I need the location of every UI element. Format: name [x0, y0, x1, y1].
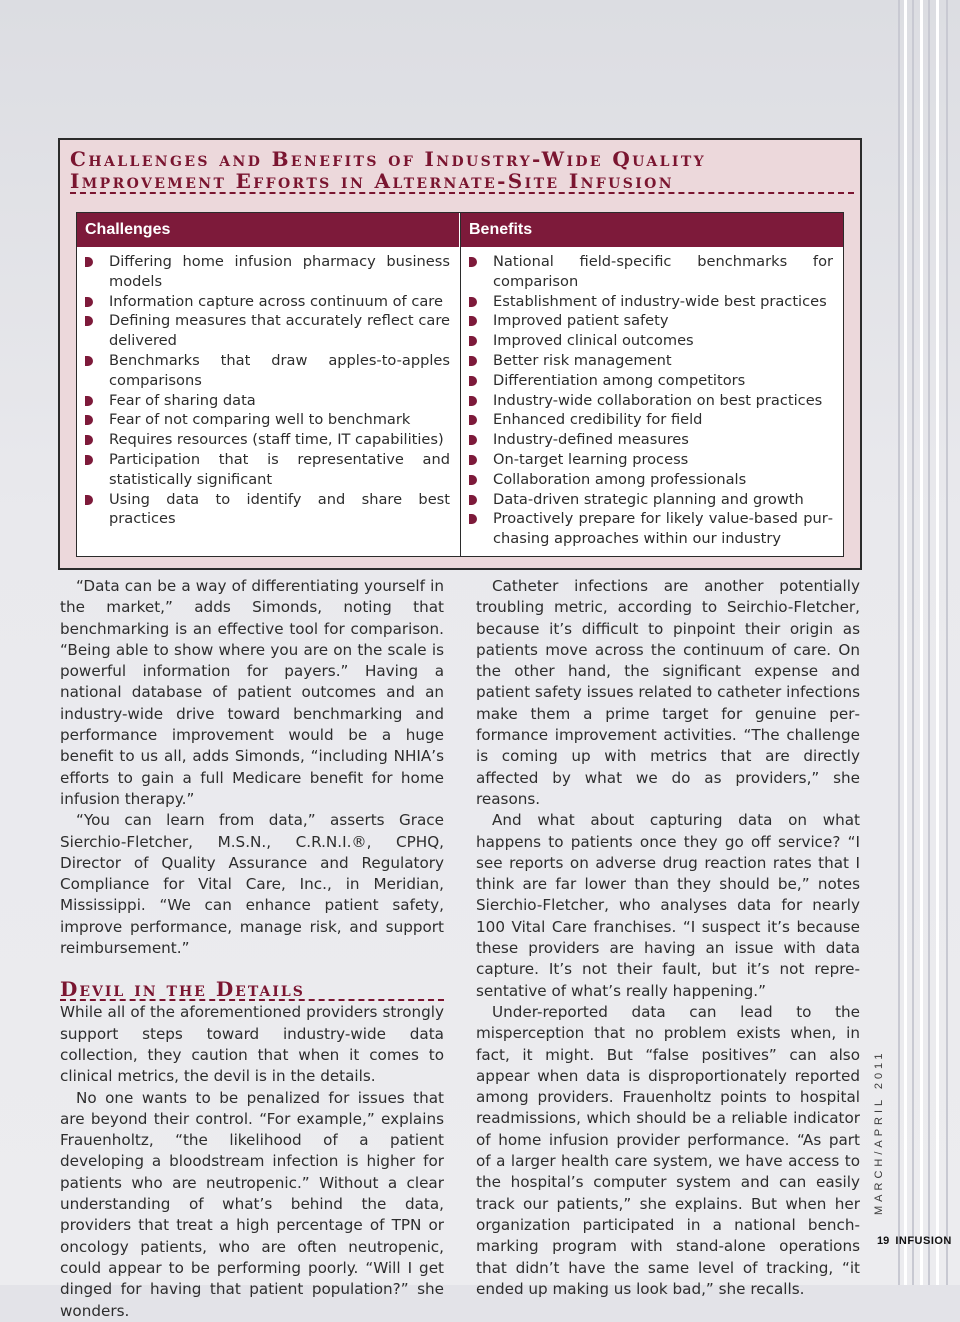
- benefit-item: [467, 450, 833, 470]
- article-paragraph: Catheter infections are another potentially troubling metric, according to Seirchio-Fletcher, because it’s difficult to pinpoint their origin as patients move across the continuum of care. On the other hand, the significant expense and patient safety issues related to catheter infections make them a prime target for genuine performance improvement activities. “The challenge is coming up with metrics that are directly affected by what we do as providers,” she reasons.: [476, 577, 860, 808]
- bullet-icon: [85, 356, 93, 366]
- sidebar-title-line-1: Challenges and Benefits of Industry-Wide Quality: [70, 147, 707, 171]
- bullet-icon: [469, 297, 477, 307]
- benefits-header: Benefits: [461, 213, 843, 247]
- sidebar-title: [70, 148, 854, 194]
- article-column-right: [476, 576, 860, 1300]
- challenges-list: [77, 247, 460, 529]
- benefit-item-text: Improved patient safety: [493, 312, 669, 330]
- page-folio: [877, 1235, 952, 1247]
- benefit-item-text: Industry-wide collaboration on best practices: [493, 391, 823, 409]
- challenge-item: [83, 252, 450, 292]
- bullet-icon: [85, 495, 93, 505]
- challenge-item: [83, 292, 450, 312]
- challenge-item-text: Defining measures that accurately reflect care delivered: [109, 312, 450, 350]
- bullet-icon: [469, 396, 477, 406]
- article-paragraph: While all of the aforementioned providers strongly support steps toward industry-wide data collection, they caution that when it comes to clinical metrics, the devil is in the details.: [60, 1003, 444, 1086]
- page-number: 19: [877, 1235, 890, 1247]
- challenge-item-text: Using data to identify and share best practices: [109, 490, 450, 528]
- challenge-item: [83, 450, 450, 490]
- bullet-icon: [469, 356, 477, 366]
- benefit-item-text: Enhanced credibility for field: [493, 411, 703, 429]
- bullet-icon: [85, 435, 93, 445]
- bullet-icon: [85, 257, 93, 267]
- article-paragraph: “You can learn from data,” asserts Grace Sierchio-Fletcher, M.S.N., C.R.N.I.®, CPHQ, Director of Quality Assurance and Regulatory Compliance for Vital Care, Inc., in Meridian, Mississippi. “We can enhance patient safety, improve performance, manage risk, and support reimbursement.”: [60, 811, 444, 958]
- benefit-item-text: Establishment of industry-wide best practices: [493, 292, 827, 310]
- benefit-item-text: Differentiation among competitors: [493, 371, 746, 389]
- challenge-item-text: Participation that is representative and statistically significant: [109, 450, 450, 488]
- challenge-item-text: Fear of not comparing well to benchmark: [109, 411, 411, 429]
- benefit-item-text: Industry-defined measures: [493, 431, 689, 449]
- benefit-item: [467, 371, 833, 391]
- sidebar-box: [58, 138, 862, 570]
- challenges-header: Challenges: [77, 213, 460, 247]
- decorative-side-rules: [890, 0, 960, 1285]
- benefit-item: [467, 311, 833, 331]
- benefit-item: [467, 292, 833, 312]
- challenge-item-text: Information capture across continuum of care: [109, 292, 443, 310]
- benefit-item-text: Collaboration among professionals: [493, 470, 747, 488]
- article-paragraph: “Data can be a way of differentiating yourself in the market,” adds Simonds, noting that benchmarking is an effective tool for comparison. “Being able to show where you are on the scale is powerful information for payers.” Having a national database of patient outcomes and an industry-wide drive toward benchmarking and performance improvement would be a huge benefit to us all, adds Simonds, “including NHIA’s efforts to gain a full Medicare benefit for home infusion therapy.”: [60, 577, 444, 808]
- challenge-item: [83, 351, 450, 391]
- bullet-icon: [85, 455, 93, 465]
- bullet-icon: [469, 316, 477, 326]
- benefit-item: [467, 351, 833, 371]
- bullet-icon: [469, 475, 477, 485]
- challenge-item: [83, 410, 450, 430]
- article-paragraph: No one wants to be penalized for issues that are beyond their control. “For example,” explains Frauenholtz, “the likelihood of a patient developing a bloodstream infection is higher for patients who are neutropenic.” Without a clear understanding of what’s behind the data, providers that treat a high percentage of TPN or oncology patients, who are often neutropenic, could appear to be performing poorly. “Will I get dinged for having that patient population?” she wonders.: [60, 1088, 444, 1320]
- bullet-icon: [85, 297, 93, 307]
- challenge-item: [83, 490, 450, 530]
- bullet-icon: [469, 336, 477, 346]
- bullet-icon: [469, 435, 477, 445]
- bullet-icon: [85, 415, 93, 425]
- benefit-item: [467, 331, 833, 351]
- challenge-item: [83, 391, 450, 411]
- article-paragraph: Under-reported data can lead to the misperception that no problem exists when, in fact, it might. But “false positives” can also appear when data is disproportionately reported among providers. Frauenholtz points to hospital readmissions, which should be a reliable indicator of home infusion provider performance. “As part of a larger health care system, we have access to the hospital’s computer system and can easily track our patients,” she explains. But when her organization participated in a national benchmarking program with stand-alone operations that didn’t have the same level of tracking, “it ended up making us look bad,” she recalls.: [476, 1002, 860, 1298]
- challenge-item: [83, 430, 450, 450]
- magazine-name: INFUSION: [895, 1235, 952, 1247]
- challenges-benefits-table: [76, 212, 844, 557]
- challenge-item-text: Fear of sharing data: [109, 391, 256, 409]
- benefit-item-text: Proactively prepare for likely value-based purchasing approaches within our industry: [493, 510, 833, 548]
- challenges-column: [77, 213, 460, 556]
- benefit-item: [467, 391, 833, 411]
- bullet-icon: [85, 396, 93, 406]
- benefits-column: [460, 213, 843, 556]
- benefit-item-text: Better risk management: [493, 351, 672, 369]
- sidebar-title-line-2: Improvement Efforts in Alternate-Site Infusion: [70, 170, 854, 194]
- challenge-item-text: Differing home infusion pharmacy business models: [109, 253, 450, 290]
- challenge-item-text: Requires resources (staff time, IT capabilities): [109, 431, 444, 449]
- bullet-icon: [469, 415, 477, 425]
- benefit-item: [467, 509, 833, 549]
- benefit-item: [467, 410, 833, 430]
- article-paragraph: And what about capturing data on what happens to patients once they go off service? “I see reports on adverse drug reaction rates that I think are far lower than they should be,” notes Sierchio-Fletcher, who analyses data for nearly 100 Vital Care franchises. “I suspect it’s because these providers are having an issue with data capture. It’s not their fault, but it’s not representative of what’s really happening.”: [476, 811, 860, 1000]
- benefits-list: [461, 247, 843, 549]
- issue-date: MARCH/APRIL 2011: [873, 1049, 885, 1215]
- benefit-item: [467, 430, 833, 450]
- bullet-icon: [469, 257, 477, 267]
- bullet-icon: [469, 514, 477, 524]
- bullet-icon: [469, 455, 477, 465]
- benefit-item: [467, 490, 833, 510]
- benefit-item: [467, 470, 833, 490]
- benefit-item-text: On-target learning process: [493, 450, 689, 468]
- challenge-item-text: Benchmarks that draw apples-to-apples comparisons: [109, 351, 450, 389]
- article-column-left: [60, 576, 444, 1322]
- benefit-item-text: Data-driven strategic planning and growth: [493, 490, 804, 508]
- bullet-icon: [469, 495, 477, 505]
- bullet-icon: [469, 376, 477, 386]
- benefit-item-text: National field-specific benchmarks for comparison: [493, 253, 833, 290]
- section-heading: Devil in the Details: [60, 979, 444, 1001]
- bullet-icon: [85, 316, 93, 326]
- benefit-item-text: Improved clinical outcomes: [493, 332, 694, 350]
- challenge-item: [83, 311, 450, 351]
- benefit-item: [467, 252, 833, 292]
